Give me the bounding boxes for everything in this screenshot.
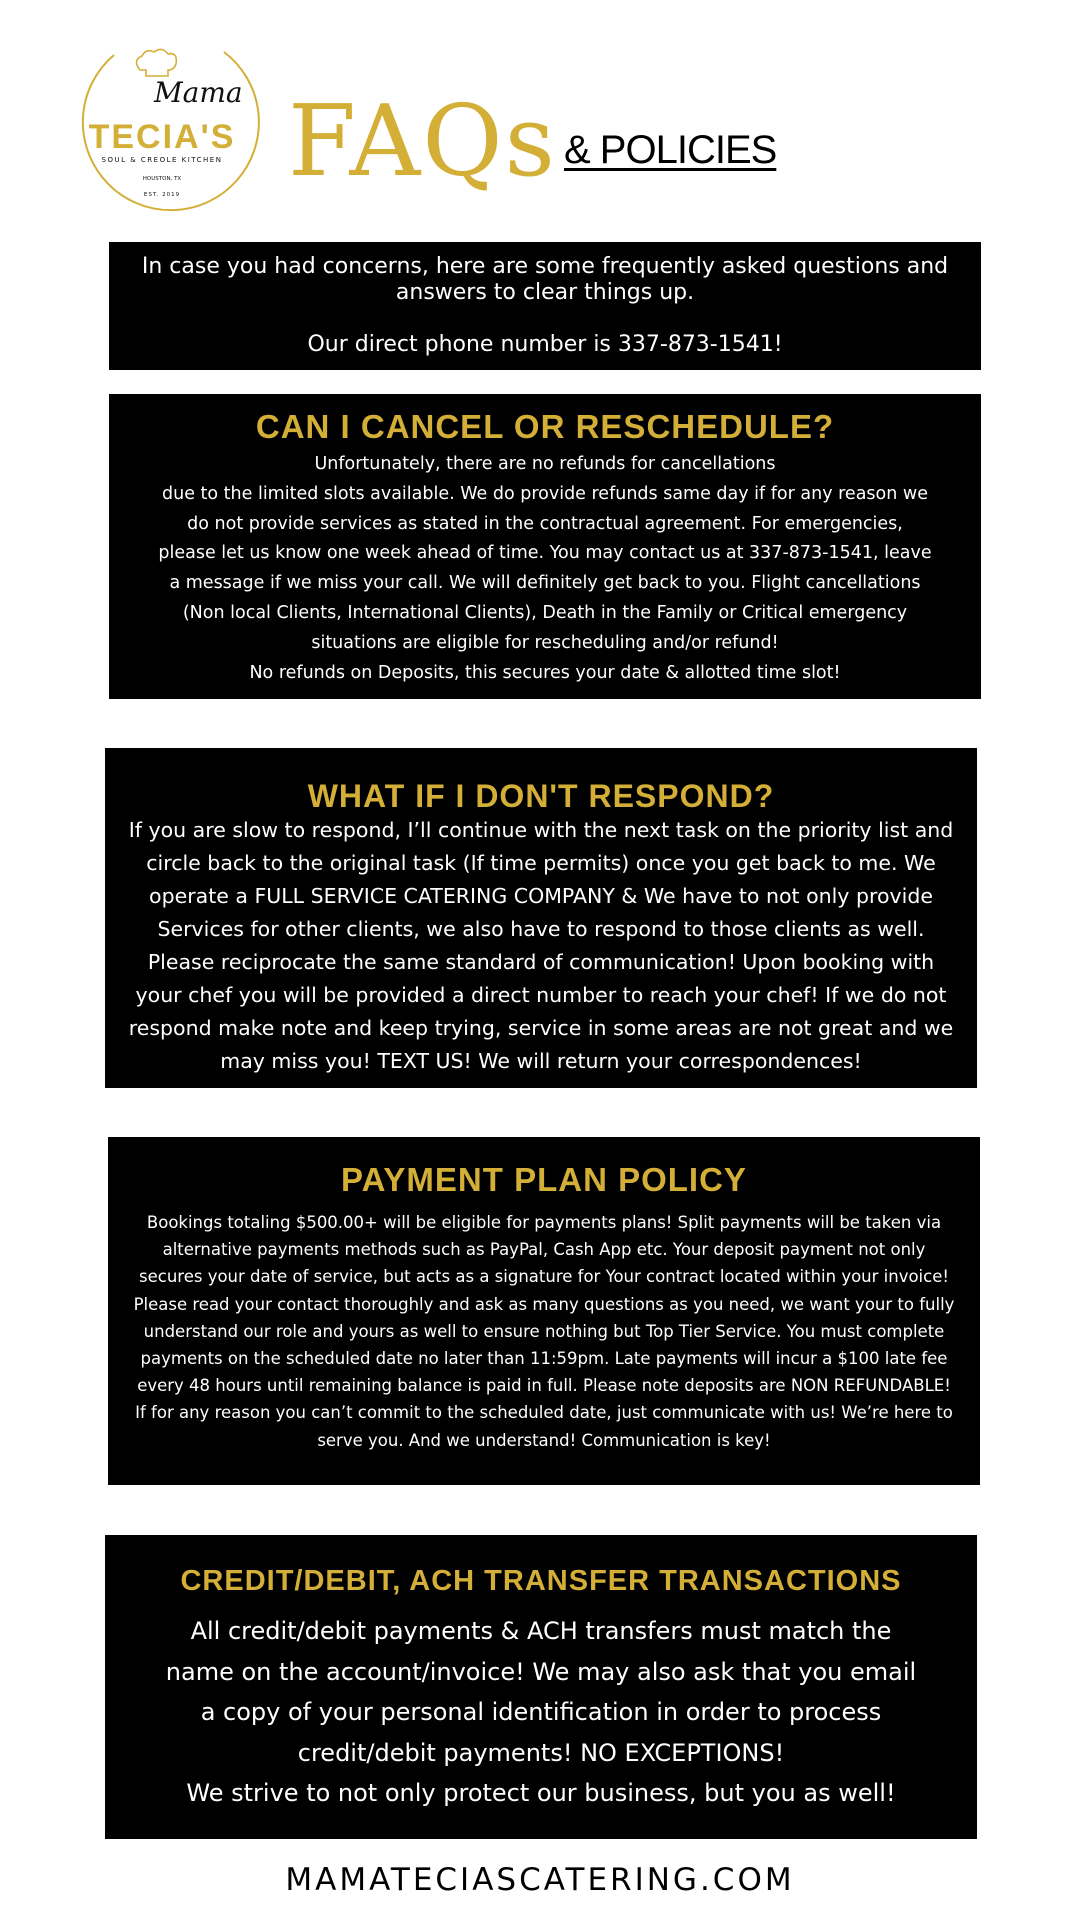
- page-subtitle: & POLICIES: [564, 128, 777, 172]
- section-line: payments on the scheduled date no later than 11:59pm. Late payments will incur a $100 late fee: [140, 1349, 948, 1369]
- section-line: credit/debit payments! NO EXCEPTIONS!: [297, 1738, 785, 1767]
- section-line: due to the limited slots available. We do provide refunds same day if for any reason we: [162, 483, 928, 504]
- section-line: serve you. And we understand! Communication is key!: [317, 1430, 771, 1450]
- section-line: If for any reason you can’t commit to the scheduled date, just communicate with us! We’re here to: [135, 1403, 953, 1423]
- page-header: [0, 0, 1080, 240]
- section-heading: WHAT IF I DON'T RESPOND?: [307, 778, 775, 814]
- section-line: (Non local Clients, International Clients), Death in the Family or Critical emergency: [182, 602, 908, 623]
- logo-script: Mama: [154, 76, 243, 109]
- section-line: a message if we miss your call. We will definitely get back to you. Flight cancellations: [169, 573, 921, 594]
- logo-brand: TECIA'S: [88, 118, 236, 156]
- payment-plan-section: [108, 1137, 980, 1485]
- section-line: situations are eligible for rescheduling and/or refund!: [311, 632, 779, 653]
- section-line: every 48 hours until remaining balance is paid in full. Please note deposits are NON REFUNDABLE!: [137, 1376, 951, 1396]
- logo-established: EST. 2019: [143, 192, 181, 198]
- section-body: [108, 1209, 980, 1454]
- page-title: FAQs: [288, 85, 557, 199]
- intro-phone: Our direct phone number is 337-873-1541!: [307, 332, 783, 357]
- section-line: Bookings totaling $500.00+ will be eligible for payments plans! Split payments will be taken via: [146, 1213, 942, 1232]
- section-line: operate a FULL SERVICE CATERING COMPANY & We have to not only provide: [149, 884, 933, 908]
- section-line: We strive to not only protect our business, but you as well!: [186, 1779, 896, 1808]
- intro-text: In case you had concerns, here are some frequently asked questions and answers to clear things up.: [141, 254, 949, 305]
- section-line: circle back to the original task (If time permits) once you get back to me. We: [146, 851, 936, 875]
- logo-location: HOUSTON, TX: [142, 176, 182, 182]
- logo-tagline: SOUL & CREOLE KITCHEN: [101, 156, 223, 164]
- section-line: Services for other clients, we also have to respond to those clients as well.: [157, 917, 925, 941]
- section-line: Unfortunately, there are no refunds for cancellations: [314, 454, 776, 474]
- cancel-section: [109, 394, 981, 699]
- section-line: If you are slow to respond, I’ll continue with the next task on the priority list and: [128, 818, 954, 842]
- card-ach-section: [105, 1535, 977, 1839]
- section-line: Please read your contact thoroughly and ask as many questions as you need, we want your to fully: [133, 1294, 955, 1314]
- section-body: [105, 1611, 977, 1814]
- section-line: name on the account/invoice! We may also ask that you email: [165, 1657, 917, 1686]
- section-heading: CREDIT/DEBIT, ACH TRANSFER TRANSACTIONS: [180, 1565, 902, 1597]
- section-line: No refunds on Deposits, this secures your date & allotted time slot!: [249, 662, 841, 683]
- section-heading: PAYMENT PLAN POLICY: [341, 1161, 747, 1198]
- section-line: understand our role and yours as well to ensure nothing but Top Tier Service. You must complete: [143, 1321, 945, 1341]
- chef-hat-icon: [136, 49, 176, 76]
- section-line: alternative payments methods such as PayPal, Cash App etc. Your deposit payment not only: [162, 1240, 926, 1260]
- no-response-section: [105, 748, 977, 1088]
- intro-box: [109, 242, 981, 370]
- section-line: please let us know one week ahead of time. You may contact us at 337-873-1541, leave: [158, 543, 932, 564]
- section-line: All credit/debit payments & ACH transfers must match the: [190, 1617, 892, 1645]
- section-line: secures your date of service, but acts as a signature for Your contract located within your invoice!: [139, 1267, 949, 1287]
- section-body: [109, 450, 981, 688]
- section-line: do not provide services as stated in the contractual agreement. For emergencies,: [187, 513, 903, 534]
- section-line: respond make note and keep trying, service in some areas are not great and we: [128, 1016, 954, 1040]
- section-line: may miss you! TEXT US! We will return your correspondences!: [220, 1049, 862, 1073]
- brand-logo: [74, 30, 264, 220]
- section-heading: CAN I CANCEL OR RESCHEDULE?: [255, 408, 835, 445]
- section-body: [105, 814, 977, 1078]
- section-line: your chef you will be provided a direct number to reach your chef! If we do not: [135, 983, 947, 1007]
- website-link[interactable]: MAMATECIASCATERING.COM: [285, 1862, 795, 1898]
- section-line: Please reciprocate the same standard of communication! Upon booking with: [147, 950, 935, 974]
- section-line: a copy of your personal identification in order to process: [200, 1698, 882, 1727]
